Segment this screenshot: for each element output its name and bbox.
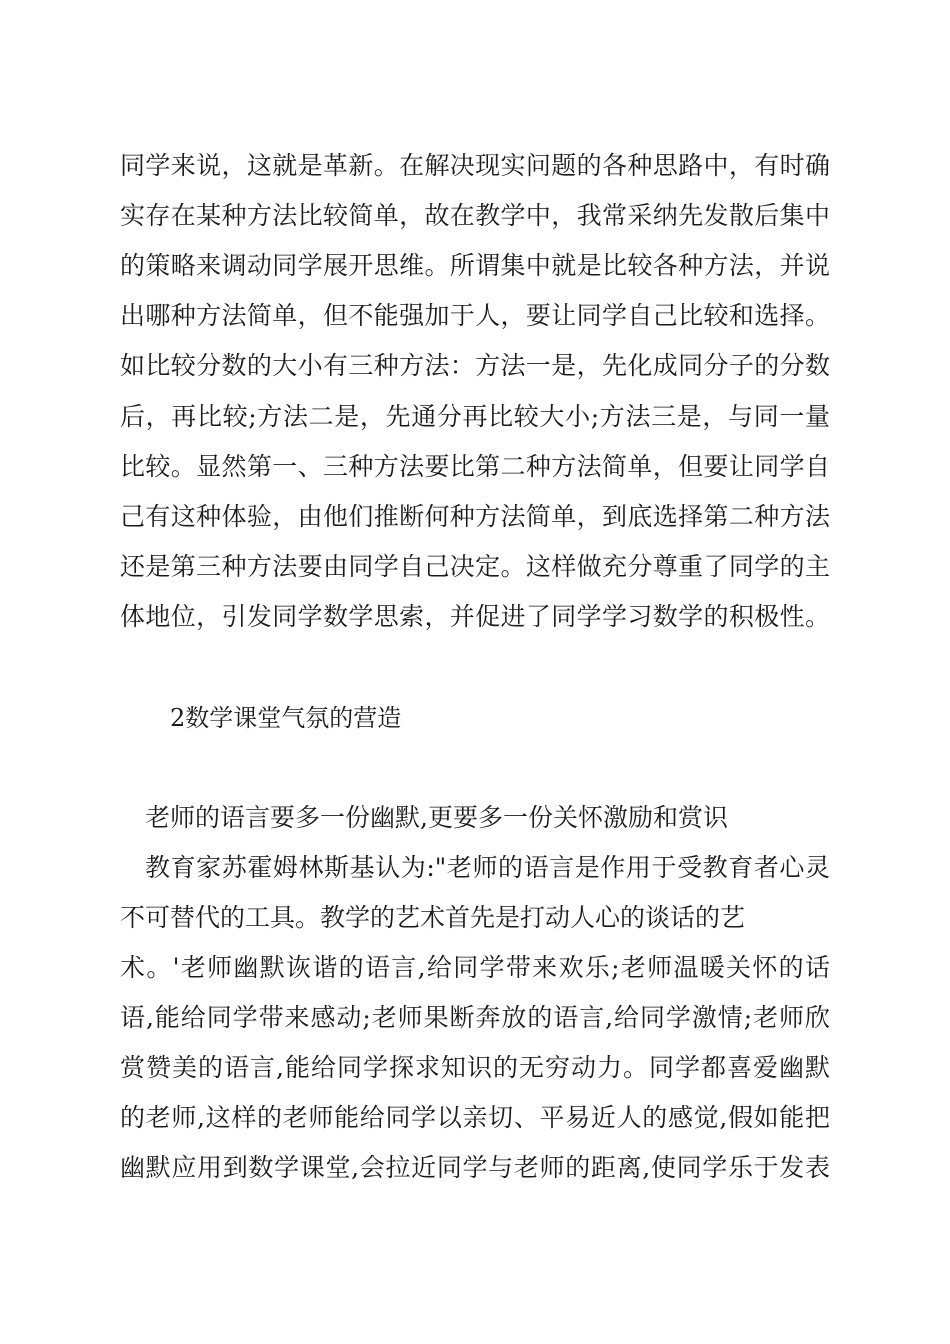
paragraph-line: 幽默应用到数学课堂,会拉近同学与老师的距离,使同学乐于发表 (120, 1153, 830, 1182)
paragraph-line: 赏赞美的语言,能给同学探求知识的无穷动力。同学都喜爱幽默 (120, 1053, 830, 1082)
paragraph-line: 出哪种方法简单，但不能强加于人，要让同学自己比较和选择。 (120, 301, 830, 330)
subheading: 老师的语言要多一份幽默,更要多一份关怀激励和赏识 (145, 803, 728, 832)
paragraph-line: 实存在某种方法比较简单，故在教学中，我常采纳先发散后集中 (120, 201, 830, 230)
paragraph-line: 同学来说，这就是革新。在解决现实问题的各种思路中，有时确 (120, 151, 830, 180)
paragraph-line: 体地位，引发同学数学思索，并促进了同学学习数学的积极性。 (120, 602, 830, 631)
paragraph-line: 如比较分数的大小有三种方法：方法一是，先化成同分子的分数 (120, 351, 830, 380)
paragraph-line: 的老师,这样的老师能给同学以亲切、平易近人的感觉,假如能把 (120, 1103, 830, 1132)
paragraph-line: 术。'老师幽默诙谐的语言,给同学带来欢乐;老师温暖关怀的话 (120, 953, 830, 982)
paragraph-line: 的策略来调动同学展开思维。所谓集中就是比较各种方法，并说 (120, 251, 830, 280)
paragraph-line: 不可替代的工具。教学的艺术首先是打动人心的谈话的艺 (120, 903, 746, 932)
paragraph-line: 还是第三种方法要由同学自己决定。这样做充分尊重了同学的主 (120, 552, 830, 581)
section-heading: 2数学课堂气氛的营造 (170, 704, 402, 732)
paragraph-line: 语,能给同学带来感动;老师果断奔放的语言,给同学激情;老师欣 (120, 1003, 830, 1032)
paragraph-line: 后，再比较;方法二是，先通分再比较大小;方法三是，与同一量 (120, 402, 830, 431)
paragraph-line: 教育家苏霍姆林斯基认为:"老师的语言是作用于受教育者心灵 (145, 853, 830, 882)
paragraph-line: 比较。显然第一、三种方法要比第二种方法简单，但要让同学自 (120, 452, 830, 481)
paragraph-line: 己有这种体验，由他们推断何种方法简单，到底选择第二种方法 (120, 502, 830, 531)
